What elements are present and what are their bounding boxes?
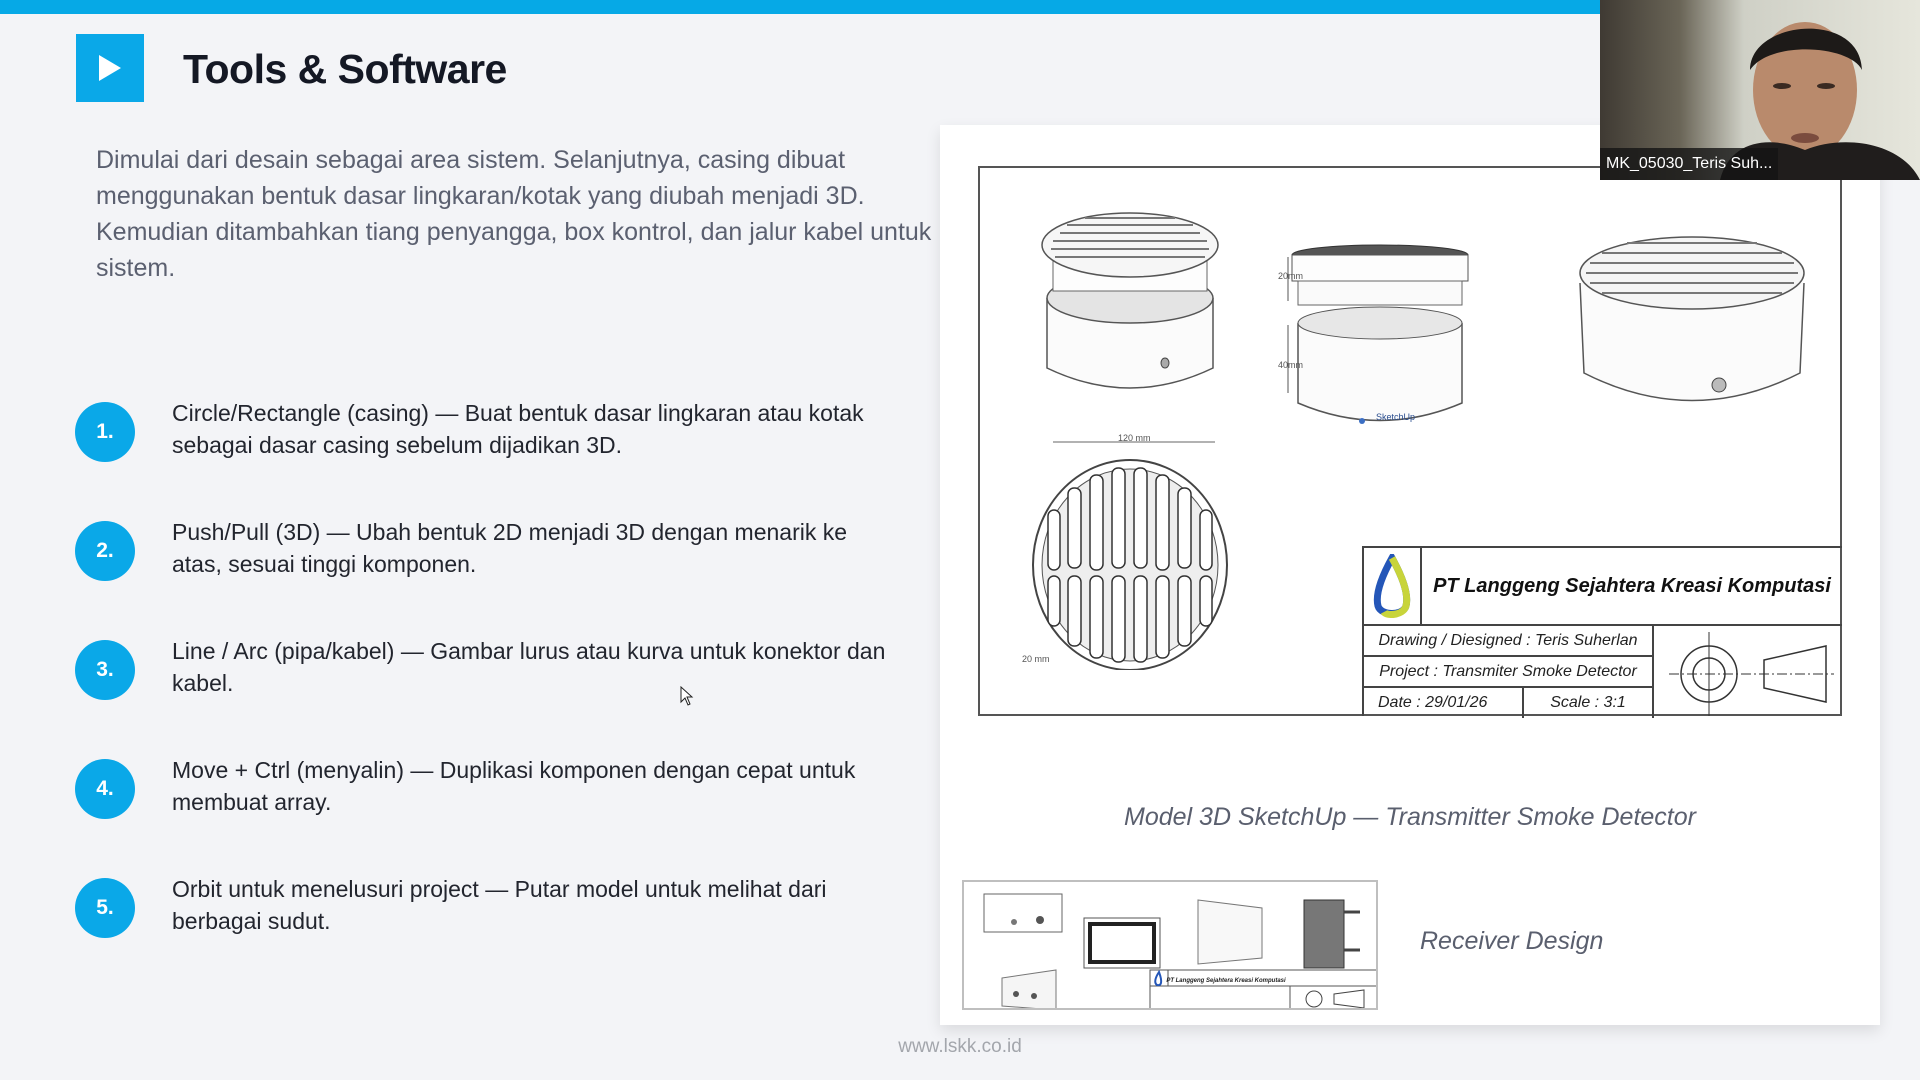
footer-url: www.lskk.co.id bbox=[898, 1036, 1022, 1057]
title-block bbox=[1362, 546, 1842, 716]
step-number-badge: 3. bbox=[75, 640, 135, 700]
date-field: Date : 29/01/26 bbox=[1364, 686, 1524, 718]
sketchup-watermark: SketchUp bbox=[1376, 412, 1416, 422]
projection-symbol-icon bbox=[1654, 624, 1842, 716]
list-item bbox=[75, 516, 895, 586]
step-number-badge: 2. bbox=[75, 521, 135, 581]
figure-caption: Model 3D SketchUp — Transmitter Smoke Detector bbox=[1124, 803, 1696, 831]
step-number-badge: 1. bbox=[75, 402, 135, 462]
step-text: Move + Ctrl (menyalin) — Duplikasi komponen dengan cepat untuk membuat array. bbox=[172, 757, 856, 815]
list-item bbox=[75, 397, 895, 467]
participant-video-tile[interactable] bbox=[1600, 0, 1920, 180]
step-text: Circle/Rectangle (casing) — Buat bentuk dasar lingkaran atau kotak sebagai dasar casing sebelum dijadikan 3D. bbox=[172, 400, 864, 458]
image-card bbox=[940, 125, 1880, 1025]
participant-name-label: MK_05030_Teris Suh... bbox=[1600, 148, 1778, 180]
intro-paragraph: Dimulai dari desain sebagai area sistem. Selanjutnya, casing dibuat menggunakan bentuk dasar lingkaran/kotak yang diubah menjadi 3D. Kemudian ditambahkan tiang penyangga, box kontrol, dan jalur kabel untuk sistem. bbox=[96, 146, 932, 282]
svg-text:PT Langgeng Sejahtera Kreasi K: PT Langgeng Sejahtera Kreasi Komputasi bbox=[1166, 978, 1286, 984]
casing-right-view-drawing bbox=[1572, 223, 1812, 423]
list-item bbox=[75, 873, 895, 943]
step-text: Orbit untuk menelusuri project — Putar model untuk melihat dari berbagai sudut. bbox=[172, 876, 827, 934]
dimension-label: 40mm bbox=[1278, 360, 1304, 370]
company-name: PT Langgeng Sejahtera Kreasi Komputasi bbox=[1433, 574, 1831, 597]
company-logo-icon bbox=[1364, 548, 1422, 624]
page-title: Tools & Software bbox=[183, 46, 507, 92]
grill-top-view-drawing bbox=[1020, 430, 1230, 670]
casing-assembled-drawing bbox=[1035, 203, 1225, 413]
list-item bbox=[75, 754, 895, 824]
play-icon bbox=[76, 34, 144, 102]
dimension-label: 120 mm bbox=[1118, 433, 1151, 443]
mouse-cursor-icon bbox=[680, 686, 694, 706]
project-field: Project : Transmiter Smoke Detector bbox=[1364, 655, 1654, 686]
technical-drawing bbox=[978, 166, 1842, 716]
receiver-design-label: Receiver Design bbox=[1420, 927, 1604, 955]
scale-field: Scale : 3:1 bbox=[1524, 686, 1654, 718]
dimension-label: 20 mm bbox=[1022, 654, 1050, 664]
step-number-badge: 5. bbox=[75, 878, 135, 938]
list-item bbox=[75, 635, 895, 705]
top-accent-bar bbox=[0, 0, 1600, 14]
designer-field: Drawing / Diesigned : Teris Suherlan bbox=[1364, 624, 1654, 655]
receiver-design-thumbnail bbox=[962, 880, 1378, 1010]
step-text: Line / Arc (pipa/kabel) — Gambar lurus atau kurva untuk konektor dan kabel. bbox=[172, 638, 886, 696]
step-number-badge: 4. bbox=[75, 759, 135, 819]
dimension-label: 20mm bbox=[1278, 271, 1304, 281]
step-text: Push/Pull (3D) — Ubah bentuk 2D menjadi 3D dengan menarik ke atas, sesuai tinggi komponen. bbox=[172, 519, 848, 577]
